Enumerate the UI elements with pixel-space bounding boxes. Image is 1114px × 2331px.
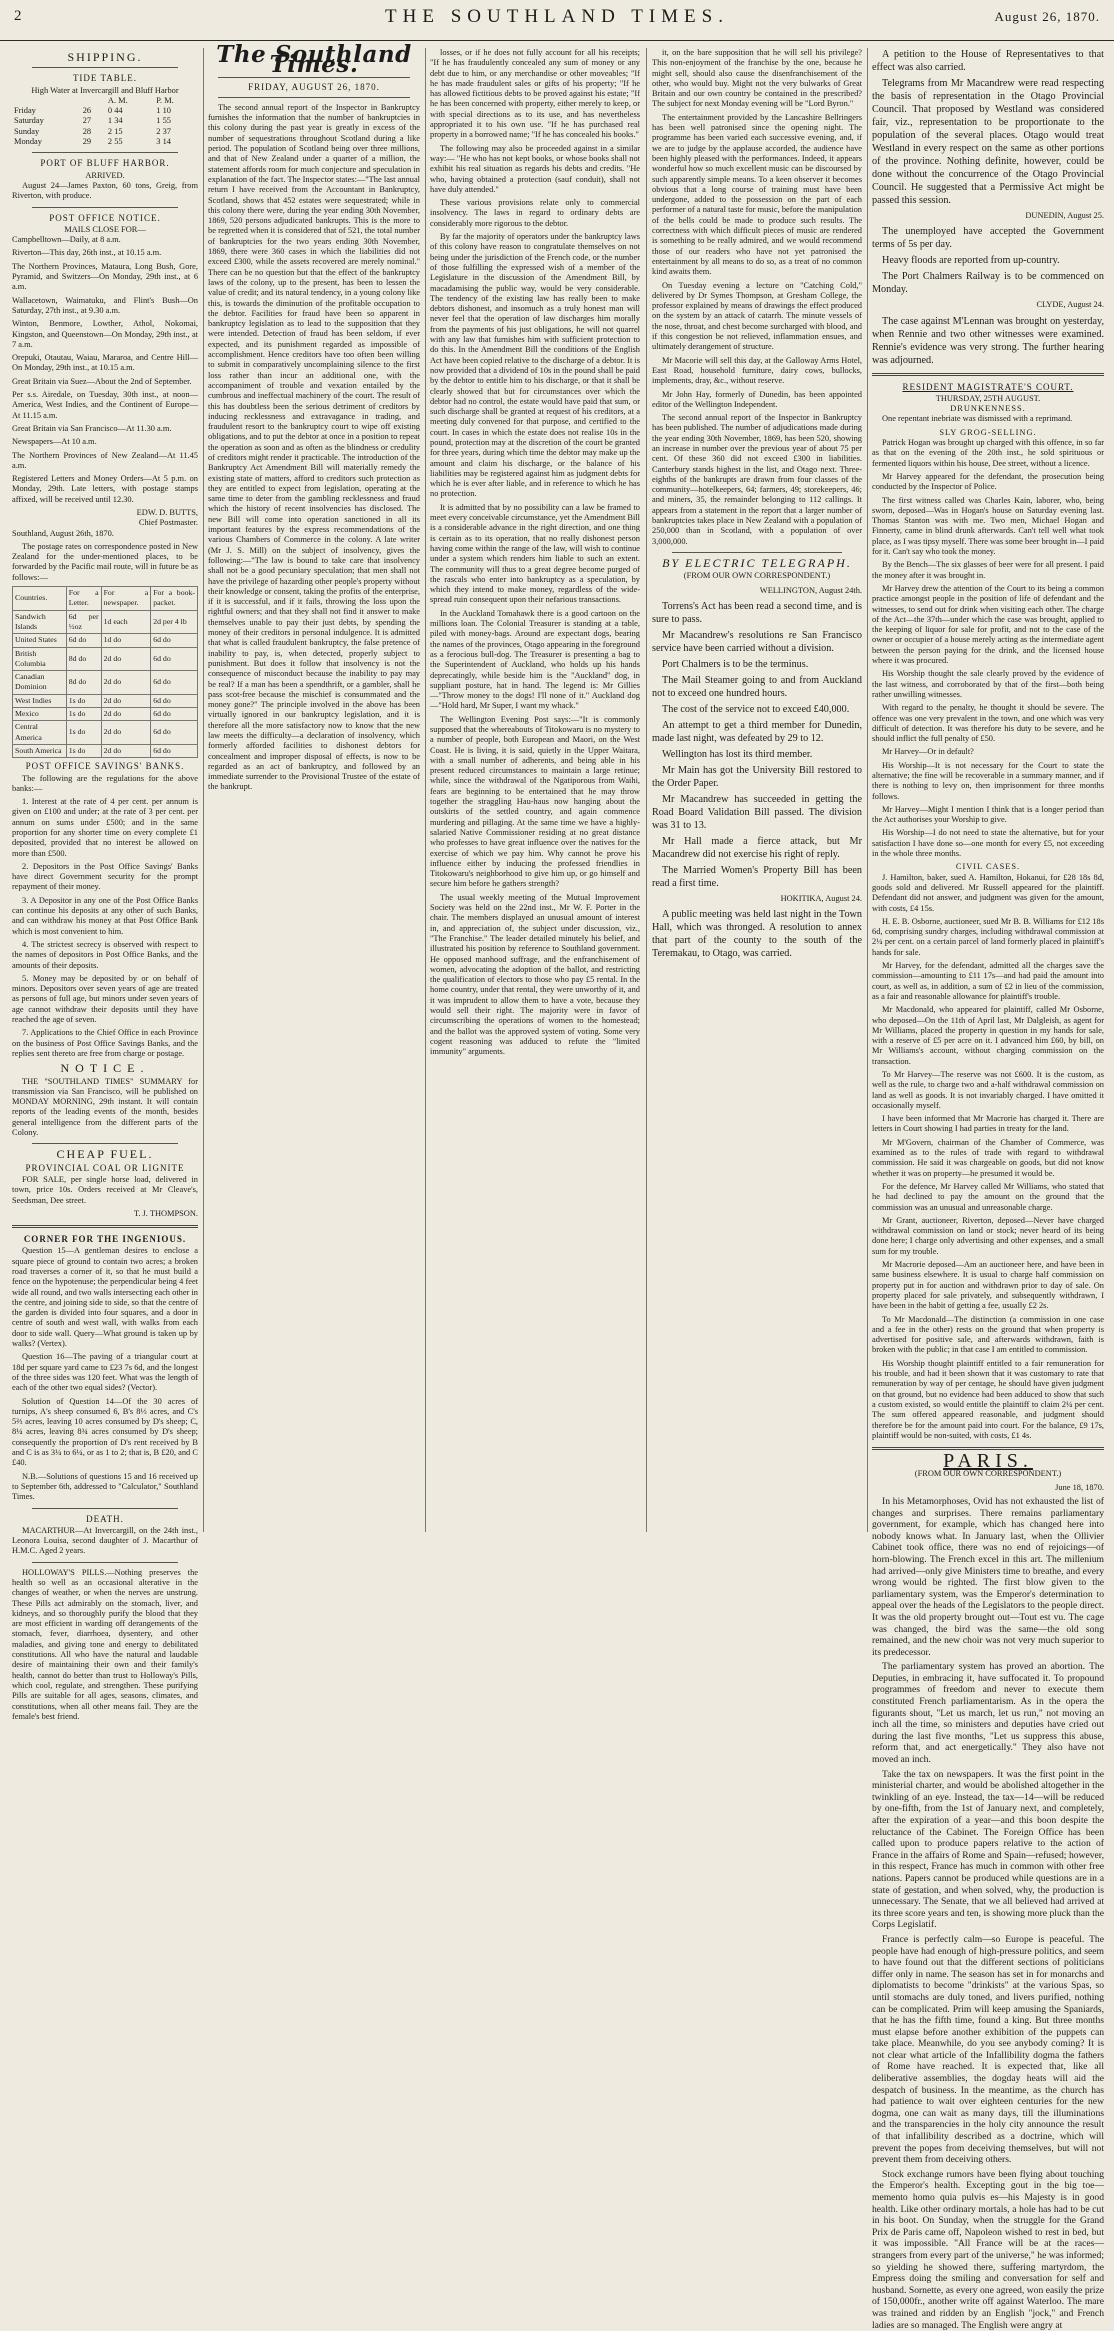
port-heading: PORT OF BLUFF HARBOR.: [40, 158, 170, 169]
paragraph: His Worship—It is not necessary for the Court to state the alternative; the fine will be recoverable in a summary manner, and if there is nothing to levy on, then imprisonment for three months follows.: [872, 760, 1104, 801]
paragraph: J. Hamilton, baker, sued A. Hamilton, Hokanui, for £28 18s 8d, goods sold and delivered. Mr Russell appeared for the plaintiff. Defendant did not answer, and judgment was given for the amount, with costs, £4 15s.: [872, 872, 1104, 913]
post-dated: Southland, August 26th, 1870.: [12, 528, 114, 538]
paragraph: I have been informed that Mr Macrorie has charged it. There are letters in Court showing I had parties in treaty for the land.: [872, 1114, 1104, 1134]
paragraph: The Mail Steamer going to and from Auckland not to exceed one hundred hours.: [652, 674, 862, 699]
paragraph: 5. Money may be deposited by or on behalf of minors. Depositors over seven years of age are treated as persons of full age, but minors under seven years of age cannot withdraw their deposits until they have reached the age of seven.: [12, 973, 198, 1025]
paragraph: Wallacetown, Waimatuku, and Flint's Bush—On Saturday, 27th inst., at 9.30 a.m.: [12, 295, 198, 315]
paragraph: The following may also be proceeded against in a similar way:— "He who has not kept books, or whose books shall not exhibit his real situation as regards his debts and credits. "He who, having obtained a protection (sauf conduit), shall not have duly attended.": [430, 143, 640, 194]
paragraph: His Worship thought plaintiff entitled to a fair remuneration for his trouble, and had it been shown that it was customary to rate that remuneration by way of per centage, he should have given judgment on that ground, but no evidence had been adduced to show that such a custom existed, so would entitle the plaintiff to claim 2¼ per cent. The sum offered appeared reasonable, and judgment should therefore be for the amount paid into court. For the balance, £9 17s, plaintiff would be non-suited, with costs, £1 4s.: [872, 1358, 1104, 1440]
tide-cell: 0 44: [107, 106, 123, 116]
paragraph: France is perfectly calm—so Europe is peaceful. The people have had enough of high-pressure politics, and seem to have found out that the different sections of politicians differ only in name. The season has set in for monarchs and diplomatists to become "drinkists" at the various Spas, so until stomachs are duly toned, and livers purified, nothing can be complicated. Prim will keep amusing the Spaniards, that he has the fifth time, found a king. But three months must elapse before another exhibition of the puppets can take place. Meanwhile, do you see anybody coming? It is not clear what article of the Infallibility dogma the fathers of Rome have reached. It is expected that, like all deliberative assemblies, the dogday heats will aid the despatch of business. In the meantime, as the church has had patience to wait over eighteen centuries for the new dogma, one can wait as many days, till the illuminations and the transparencies in the holy city announce the result of that infallibility described as a doctrine, which will prevent the popes from deceiving themselves, but will not prevent them from deceiving others.: [872, 1933, 1104, 2166]
rates-cell: British Columbia: [13, 647, 67, 671]
paragraph: Mr Macandrew has succeeded in getting the Road Board Validation Bill passed. The division was 31 to 13.: [652, 793, 862, 831]
paragraph: Campbelltown—Daily, at 8 a.m.: [12, 235, 121, 245]
paragraph: In the Auckland Tomahawk there is a good cartoon on the millions loan. The Colonial Treasurer is standing at a table, piled with money-bags. Around are expectant dogs, bearing the names of the provinces, Otago appearing in the foreground as a ferocious bull-dog. The Treasurer is presenting a bag to the Superintendent of Auckland, who holds up his hands deprecatingly, while beside him is the "Auckland" dog, in suppliant posture, hat in hand. The legend is: Mr Gillies —"Throw money to the dogs! I'll none of it." Auckland dog—"Hold hard, Mr Super, I want my whack.": [430, 608, 640, 711]
column-5-top: [872, 48, 1104, 207]
column-rule: [646, 48, 647, 1532]
rates-cell: 6d do: [66, 634, 101, 647]
tide-cell: 2 15: [107, 126, 123, 136]
tide-cell: 29: [82, 137, 92, 147]
tide-cell: Monday: [14, 137, 42, 147]
rates-row: [13, 671, 198, 695]
rates-cell: 6d do: [151, 671, 198, 695]
tide-cell: Sunday: [14, 126, 40, 136]
tide-row: [12, 106, 198, 116]
paragraph: By far the majority of operators under the bankruptcy laws of this colony have reason to congratulate themselves on not being under the jurisdiction of the French code, or the number of those fulfilling the expressed wish of a member of the Legislature in the discussion of the Amendment Bill, by macadamising the public way, would be very considerable. The tendency of the existing law has really been to make debtors dishonest, and insomuch as a truly honest man will never feel that the operation of law discharges him morally from the payments of his just obligations, he will not quarrel with any law that furnishes him with sufficient protection to do this. In the Amendment Bill the conditions of the English Act have been copied relative to the discharge of a debtor. It is now provided that a dividend of 10s in the pound shall be paid by the debtor to entitle him to his discharge, or that it shall be clearly showed that but for circumstances over which the debtor had no control, the estate would have paid that sum, or such discharge shall be granted at request of his creditors, at a meeting duly convened for that purpose, and certified to the court. In cases in which the estate does not realise 10s in the pound, protection may at the discretion of the court be granted for three years, during which time the debtor may make up the amount and claim his discharge, or the balance of his liabilities may be registered against him as judgment debts for which he is ever after liable, and in reference to which he has no protection.: [430, 232, 640, 499]
rates-row: [13, 634, 198, 647]
telegraph-heading: BY ELECTRIC TELEGRAPH.: [662, 555, 852, 570]
wellington-dateline: WELLINGTON, August 24th.: [759, 585, 862, 595]
rates-cell: 6d per ½oz: [66, 610, 101, 634]
paragraph: 4. The strictest secrecy is observed with respect to the names of depositors in Post Office Banks, and the amounts of their deposits.: [12, 939, 198, 970]
column-2: [208, 41, 420, 1532]
page-number: 2: [14, 8, 22, 24]
column-3: [430, 48, 640, 1532]
paragraph: His Worship thought the sale clearly proved by the evidence of the last witness, and corroborated by that of the first—both being rather unwilling witnesses.: [872, 669, 1104, 699]
rates-row: [13, 708, 198, 721]
paragraph: Riverton—This day, 26th inst., at 10.15 a.m.: [12, 248, 162, 258]
newspaper-running-title: THE SOUTHLAND TIMES.: [385, 6, 729, 27]
holloway-advert: HOLLOWAY'S PILLS.—Nothing preserves the health so well as an occasional alterative in the changes of weather, or when the nerves are unstrung. These Pills act admirably on the stomach, liver, and kidneys, and so thoroughly purify the blood that they are most efficient in warding off derangements of the stomach, fever, diarrhoea, dysentery, and other maladies, and giving tone and energy to debilitated constitutions. All who have the natural and laudable desire of maintaining their own and their family's health, cannot do better than trust to Holloway's Pills, which cool, regulate, and strengthen. These purifying Pills are suitable for all ages, seasons, climates, and constitutions, when all other means fail. They are the female's best friend.: [12, 1567, 198, 1721]
tide-cell: Saturday: [14, 116, 44, 126]
rates-cell: 1s do: [66, 721, 101, 745]
paragraph: losses, or if he does not fully account for all his receipts; "If he has fraudulently concealed any sum of money or any debt due to him, or any merchandise or other moveables; "If he has made fraudulent sales or gifts of his property; "If he has allowed fictitious debts to be proved against his estate; "If he has been concerned with property, either merely to keep, or with special directions as to its use, and has nevertheless appropriated it to his own use. "If he has purchased real property in a borrowed name; "If he has concealed his books.": [430, 48, 640, 140]
rm-sly-grog-label: SLY GROG-SELLING.: [939, 427, 1037, 437]
column-rule: [867, 48, 868, 1532]
tide-cell: 27: [82, 116, 92, 126]
paragraph: 3. A Depositor in any one of the Post Office Banks can continue his deposits at any other of such Banks, and can withdraw his money at that Post Office Bank which is most convenient to him.: [12, 895, 198, 936]
civil-cases-label: CIVIL CASES.: [955, 862, 1021, 872]
notice-text: THE "SOUTHLAND TIMES" SUMMARY for transmission via San Francisco, will be published on MONDAY MORNING, 29th instant. It will contain reports of the leading events of the month, besides general intelligence from the different parts of the Colony.: [12, 1076, 198, 1138]
paragraph: The unemployed have accepted the Government terms of 5s per day.: [872, 226, 1104, 251]
paragraph: The first witness called was Charles Kain, laborer, who, being sworn, deposed—Was in Hogan's house on Saturday evening last. Thomas Stanton was with me. Two men, Michael Hogan and Finnerty, came in blind drunk afterwards. Can't tell well what took place, as I was tipsy myself. There was some beer brought in—I paid for it. Can't say who took the money.: [872, 495, 1104, 557]
tide-cell: 3 14: [156, 137, 171, 147]
rates-cell: 2d do: [101, 708, 151, 721]
paragraph: 1. Interest at the rate of 4 per cent. per annum is given on £100 and under; at the rate of 3 per cent. per annum on sums under £500; and in the same proportion for any shorter time on every complete £1 deposited, provided that no interest be allowed on more than £500.: [12, 797, 198, 858]
paragraph: Mr Grant, auctioneer, Riverton, deposed—Never have charged withdrawal commission on land or stock; never heard of its being done here; I charge only advertising and other expenses, and a small sum for my trouble.: [872, 1215, 1104, 1256]
paragraph: Port Chalmers is to be the terminus.: [662, 658, 809, 670]
paragraph: Mr Macandrew's resolutions re San Francisco service have been carried without a division.: [652, 629, 862, 654]
paragraph: Mr Macdonald, who appeared for plaintiff, called Mr Osborne, who deposed—On the 11th of April last, Mr Dalgleish, as agent for Mr Williams, placed the property in question in my hands for sale, with a reserve of £5 per acre on it. I advanced him £60, by bill, on Mr Williams's account, without charging commission on the transaction.: [872, 1005, 1104, 1066]
rates-cell: 6d do: [151, 634, 198, 647]
column-rule: [425, 48, 426, 1532]
paragraph: These various provisions relate only to commercial insolvency. The laws in regard to ordinary debts are considerably more rigorous to the debtor.: [430, 198, 640, 228]
rates-cell: United States: [13, 634, 67, 647]
rates-cell: 1s do: [66, 694, 101, 707]
paragraph: 7. Applications to the Chief Office in each Province on the business of Post Office Savings Banks, and the replies sent thereto are free from charge or postage.: [12, 1028, 198, 1058]
column-5: [872, 48, 1104, 2331]
paris-body: [872, 1496, 1104, 2331]
editorial-dateline: FRIDAY, AUGUST 26, 1870.: [248, 81, 380, 92]
paragraph: Orepuki, Otautau, Waiau, Mararoa, and Centre Hill—On Monday, 29th inst., at 10.15 a.m.: [12, 353, 198, 373]
paragraph: H. E. B. Osborne, auctioneer, sued Mr B. B. Williams for £12 18s 6d, comprising sundry charges, including withdrawal commission at 2¼ per cent. on a certain parcel of land formerly placed in plaintiff's hands for sale.: [872, 916, 1104, 957]
corner-heading: CORNER FOR THE INGENIOUS.: [23, 1234, 187, 1245]
paris-subheading: (FROM OUR OWN CORRESPONDENT.): [914, 1469, 1062, 1479]
arrival-entry: August 24—James Paxton, 60 tons, Greig, from Riverton, with produce.: [12, 180, 198, 201]
paragraph: Patrick Hogan was brought up charged with this offence, in so far as that on the evening of the 20th inst., he sold spirituous or fermented liquors within his house, Dee street, without a licence.: [872, 438, 1104, 468]
postage-rates-table: [12, 586, 198, 758]
paragraph: Great Britain via Suez—About the 2nd of September.: [12, 376, 192, 386]
paragraph: On Tuesday evening a lecture on "Catching Cold," delivered by Dr Symes Thompson, at Gresham College, the professor explained by means of drawings the effect produced on the system by an attack of catarrh. The minute vessels of the nose, throat, and chest become surcharged with blood, and if this congestion be not relieved, inflammation ensues, and ultimately derangement of structure.: [652, 280, 862, 352]
rates-cell: 6d do: [151, 721, 198, 745]
paragraph: Mr Harvey drew the attention of the Court to its being a common practice amongst people in the position of life of defendant and the witnesses, to send out for drink when visiting each other. The charge of the Act—the 37th—under which the case was brought, applied to the keeping of liquor for sale for profit, and not to the case of the owner or occupier of a house merely acting as the intermediate agent between the person paying for the drink, and the licensed house where it was procured.: [872, 583, 1104, 666]
paragraph: Question 16—The paving of a triangular court at 18d per square yard came to £23 7s 6d, and the longest of the three sides was 120 feet. What was the length of each of the other two equal sides? (Vector).: [12, 1352, 198, 1393]
paragraph: Take the tax on newspapers. It was the first point in the ministerial charter, and would be abolished altogether in the twinkling of an eye. Instead, the tax—14—will be reduced by one-fifth, from the 1st of January next, and completely, after the expiration of a year—and this boon despite the reluctance of the Cabinet. The Foreign Office has been called upon to produce papers relative to the action of France in the affairs of Rome and Spain—refused; however, in this respect, France has much in common with other free nations. Papers cannot be produced while questions are in a state of gestation, and when solved, why, the production is unnecessary. The Senate, that we all believed had arrived at its three score years and ten, is showing more pluck than the Corps Legislatif.: [872, 1768, 1104, 1931]
rates-cell: 2d do: [101, 694, 151, 707]
paragraph: Mr Harvey, for the defendant, admitted all the charges save the commission—amounting to £11 17s—and had paid the amount into court, as well as, in addition, a sum of £2 in lieu of the commission, as a fair and reasonable allowance for plaintiff's trouble.: [872, 961, 1104, 1001]
paragraph: Mr Macrorie deposed—Am an auctioneer here, and have been in same business elsewhere. It is usual to charge half commission on property put in for auction and withdrawn prior to day of sale. On property placed for sale privately, and subsequently withdrawn, I have been in the habit of getting a fee, usually £2 2s.: [872, 1260, 1104, 1311]
rates-row: [13, 744, 198, 757]
rates-cell: 8d do: [66, 671, 101, 695]
paragraph: His Worship—I do not need to state the alternative, but for your satisfaction I have done so—one month for every £5, not exceeding in the whole three months.: [872, 828, 1104, 859]
paris-heading: PARIS.: [943, 1450, 1033, 1473]
paragraph: For the defence, Mr Harvey called Mr Williams, who stated that he had declined to pay the amount on the ground that the commission was an unusual and unreasonable charge.: [872, 1181, 1104, 1212]
paragraph: The Married Women's Property Bill has been read a first time.: [652, 864, 862, 889]
hokitika-text: A public meeting was held last night in the Town Hall, which was thronged. A resolution to annex that part of the county to the south of the Teremakau, to Otago, was carried.: [652, 909, 862, 960]
paragraph: The second annual report of the Inspector in Bankruptcy has been published. The number of adjudications made during the year ending 30th November, 1869, has been 520, showing an increase in number over the previous year of about 75 per cent. Of these 360 did not exceed £300 in liabilities. Canterbury stands highest in the list, and Otago next. Three-eighths of the bankrupts are drawn from four classes of the community—hotelkeepers, 64; farmers, 49; storekeepers, 46; and miners, 35, the remainder belonging to 112 callings. It appears from a statement in the report that a larger number of bankruptcies takes place in New Zealand with a population of 250,000 than in Scotland, with a population of over 3,000,000.: [652, 413, 862, 546]
rates-column-header: For a book-packet.: [151, 587, 198, 611]
arrived-label: ARRIVED.: [85, 170, 125, 180]
paragraph: Question 15—A gentleman desires to enclose a square piece of ground to contain two acres; a broken road traverses a corner of it, so that he must build a fence on the hypotenuse; the perpendicular being 4 feet wide all round, and two walls intersecting each other in the centre, and joining side to side, so that the centre of the garden is divided into four squares, and a door in centre of south and west wall, with walks from each door to side wall. Query—What ground is taken up by walks? (Vertex).: [12, 1246, 198, 1349]
rates-column-header: For a newspaper.: [101, 587, 151, 611]
postmaster-title: Chief Postmaster.: [138, 518, 198, 528]
savings-intro: The following are the regulations for the above banks:—: [12, 773, 198, 793]
paragraph: 2. Depositors in the Post Office Savings' Banks have direct Government security for the prompt repayment of their money.: [12, 861, 198, 892]
tide-cell: 26: [82, 106, 92, 116]
rates-row: [13, 694, 198, 707]
paragraph: Mr Main has got the University Bill restored to the Order Paper.: [652, 764, 862, 789]
rates-column-header: For a Letter.: [66, 587, 101, 611]
tide-column-header: P. M.: [156, 95, 174, 105]
corner-items: [12, 1246, 198, 1502]
paragraph: Mr John Hay, formerly of Dunedin, has been appointed editor of the Wellington Independent.: [652, 389, 862, 409]
post-office-heading: POST OFFICE NOTICE.: [49, 212, 161, 223]
death-notice: MACARTHUR—At Invercargill, on the 24th inst., Leonora Louisa, second daughter of J. Macarthur of H.M.C. Aged 2 years.: [12, 1525, 198, 1556]
paragraph: Mr M'Govern, chairman of the Chamber of Commerce, was examined as to the rules of trade with regard to withdrawal commission. He said it was chargeable on goods, but did not know whether it was on property—he presumed it would be.: [872, 1137, 1104, 1178]
rates-intro: The postage rates on correspondence posted in New Zealand for the under-mentioned places, to be forwarded by the Pacific mail route, will in future be as follows:—: [12, 541, 198, 582]
paragraph: It is admitted that by no possibility can a law be framed to meet every conceivable circumstance, yet the Amendment Bill is a considerable advance in the right direction, and one thing is certain as to its operation, that no really dishonest person having come within the range of the law, will wish to continue under a system which renders him liable to such an extent. The community will thus to a great degree become purged of the rascals who enter into bankruptcy as a speculation, by which they intend to make money, regardless of the wide-spread ruin consequent upon their nefarious transactions.: [430, 502, 640, 605]
tide-row: [12, 116, 198, 126]
paragraph: The Northern Provinces, Mataura, Long Bush, Gore, Pyramid, and Switzers—On Monday, 29th inst., at 6 a.m.: [12, 261, 198, 292]
fuel-signature: T. J. THOMPSON.: [133, 1208, 198, 1218]
tide-column-header: A. M.: [107, 95, 128, 105]
paragraph: The Port Chalmers Railway is to be commenced on Monday.: [872, 271, 1104, 296]
editorial-body: [208, 103, 420, 793]
tide-column-header: [81, 96, 106, 106]
death-heading: DEATH.: [86, 1513, 124, 1524]
rates-cell: 2d do: [101, 647, 151, 671]
rates-cell: 6d do: [151, 694, 198, 707]
tide-table: [12, 96, 198, 147]
rm-drunkenness-text: One repentant inebriate was dismissed with a reprimand.: [882, 414, 1073, 424]
rm-drunkenness-label: DRUNKENNESS.: [950, 404, 1026, 414]
rates-cell: 2d per 4 lb: [151, 610, 198, 634]
tide-column-header: [12, 96, 81, 106]
paragraph: In his Metamorphoses, Ovid has not exhausted the list of changes and surprises. There remains parliamentary government, for example, which has changed here into nobody knows what. In January last, when the Ollivier Cabinet took office, there was no end of rejoicings—of horn-blowing. The French excel in this art. The millenium had arrived—only give Ministers time to breathe, and every wrong would be righted. The first blow given to the parliamentary system, was the Emperor's determination to appeal over the heads of the Legislators to the people direct. It was the old property brought out—Tout est vu. The cage was changed, the bird was the same—the old song remained, and the new choir was not very much superior to its predecessor.: [872, 1495, 1104, 1658]
tide-cell: 28: [82, 126, 92, 136]
paragraph: Solution of Question 14—Of the 30 acres of turnips, A's sheep consumed 6, B's 8⅓ acres, and C's 5⅔ acres, leaving 10 acres consumed by D's sheep; C, 8¼ acres, leaving 8¾ acres consumed by D's sheep; consequently the proportion of D's rent received by B and C is as 3¼ to 6¼, or as 1 to 2; that is, B £20, and C £40.: [12, 1396, 198, 1468]
paragraph: Wellington has lost its third member.: [662, 748, 813, 760]
paragraph: The Northern Provinces of New Zealand—At 11.45 a.m.: [12, 450, 198, 470]
savings-rules: [12, 797, 198, 1059]
mails-close-label: MAILS CLOSE FOR—: [64, 224, 146, 234]
paragraph: The Wellington Evening Post says:—"It is commonly supposed that the whereabouts of Titokowaru is no mystery to a number of people, both European and Maori, on the West Coast. He is living, it is said, quietly in the Upper Waitara, with a small number of adherents, and being able in his present reduced circumstances to maintain a large retinue; while, since the withdrawal of the Ngatiporous from Waihi, fears are beginning to be entertained that he may throw together the straggling Hau-haus now hanging about the outskirts of the settled country, and again commence murdering and pillaging. At the same time we have a highly-salaried Native Commissioner residing at no great distance who professes to have great influence over the natives for the exercise of which we pay him. Why cannot he prove his influence either by inducing the professed friendlies in Titokowaru's neighborhood to give him up, or go himself and secure him before he gathers strength?: [430, 714, 640, 889]
paragraph: By the Bench—The six glasses of beer were for all present. I paid the money after it was brought in.: [872, 560, 1104, 580]
tide-note: High Water at Invercargill and Bluff Harbor: [31, 85, 179, 95]
paragraph: An attempt to get a third member for Dunedin, made last night, was defeated by 29 to 12.: [652, 719, 862, 744]
rates-cell: 2d do: [101, 721, 151, 745]
issue-date: August 26, 1870.: [994, 9, 1100, 24]
paragraph: Winton, Benmore, Lowther, Athol, Nokomai, Kingston, and Queenstown—On Monday, 29th inst., at 7 a.m.: [12, 319, 198, 349]
masthead: [0, 0, 1114, 41]
paragraph: Mr Harvey appeared for the defendant, the prosecution being conducted by the Inspector of Police.: [872, 471, 1104, 492]
tide-cell: 2 55: [107, 137, 123, 147]
rm-court-date: THURSDAY, 25TH AUGUST.: [935, 393, 1041, 403]
rm-court-heading: RESIDENT MAGISTRATE'S COURT.: [902, 381, 1074, 392]
rates-cell: 1s do: [66, 744, 101, 757]
rates-row: [13, 647, 198, 671]
rates-cell: 1d each: [101, 610, 151, 634]
paragraph: A petition to the House of Representatives to that effect was also carried.: [872, 49, 1104, 73]
rates-cell: 2d do: [101, 671, 151, 695]
shipping-heading: SHIPPING.: [67, 50, 143, 64]
tide-row: [12, 137, 198, 147]
paragraph: The second annual report of the Inspector in Bankruptcy furnishes the information that the number of bankruptcies in this colony during the past year is greatly in excess of the number of sequestrations throughout Scotland during a like period. The population of Scotland being over three millions, and that of New Zealand under a quarter of a million, the statement affords room for much conjecture and speculation in explanation of the fact. The Inspector states:—"The last annual return I have received from the Accountant in Bankruptcy, Scotland, shows that 452 estates were sequestrated; while in this colony there were, during the year ending 30th November, 1869, 520 persons adjudicated bankrupts. This is the more to be regretted when it is considered that of 521, the total number of bankruptcies for the two years ending 30th November, 1869, there were 360 cases in which the liabilities did not exceed £300, while the assets recovered are merely nominal." There can be no question but that the effect of the bankruptcy laws of the colony, up to the present, has been to lessen the value of credit; and its natural tendency, in a young colony like this, is towards the diminution of the profitable occupation to the debtor. Facilities for fraud have been so apparent in bankruptcy legislation as to lead to the supposition that they were intended. Detection of fraud has been seldom, if ever expected, and its punishment regarded as impossible of accomplishment. Hence creditors have too often been willing to submit in comparatively uncomplaining silence to the first loss rather than incur an additional one, with the accompaniment of trouble and vexation entailed by the cumbrous and ineffectual machinery of the court. The result of this has doubtless been the serious detriment of creditors by inducing recklessness and extravagance in trading, and fraudulent resort to the bankruptcy court to wipe off existing obligations, and to put the debtor at once in a position to repeat the operation as soon and as often as the blindness or credulity of creditors might render it practicable. The introduction of the Bankruptcy Act Amendment Bill will materially remedy the existing state of matters, afford to creditors such protection as they are entitled to expect from legislation, operating at the same time to deter from the gambling recklessness and fraud which the history of recent insolvencies has disclosed. The new Bill will come into operation sanctioned in all its important features by the express recommendations of the various Chambers of Commerce in the colony. A late writer (Mr J. S. Mill) on the subject of insolvency, gives the following:—"The law is bound to take care that insolvency shall not be a good pecuniary speculation; that men shall not have the privilege of hazarding other people's property without their knowledge or consent, taking the profits of the enterprise, if it is successful, and if it fails, throwing the loss upon the rightful owners; and that they shall not find it answer to make themselves unable to pay their just debts, by spending the money of their creditors in personal indulgence. It is admitted that what is called fraudulent bankruptcy, the false pretence of inability to pay, is, when detected, properly subject to punishment. But does it follow that insolvency is not the consequence of misconduct because the inability to pay may be real? If a man has been a spendthrift, or a gambler, shall he pass scot-free because the mischief is consummated and the money gone?" The principle involved in the above has been virtually ignored in our bankruptcy legislation, and it is therefore all the more satisfactory now to know that the new law meets the difficulty—a declaration of insolvency, which formerly afforded facilities to dishonest debtors for concealment and improper disposal of effects, is now to be regarded as an act of bankruptcy, and followed by an immediate surrender to the Provisional Trustee of the estate of the bankrupt.: [208, 102, 420, 792]
column-4-body: [652, 48, 862, 547]
tide-cell: 1 55: [156, 116, 171, 126]
paris-date: June 18, 1870.: [1055, 1482, 1104, 1492]
rates-cell: 1d do: [101, 634, 151, 647]
tide-cell: Friday: [14, 106, 36, 116]
savings-heading: POST OFFICE SAVINGS' BANKS.: [25, 761, 185, 772]
column-rule: [203, 48, 204, 1532]
rates-row: [13, 721, 198, 745]
paragraph: Mr Hall made a fierce attack, but Mr Macandrew did not exercise his right of reply.: [652, 835, 862, 860]
column-1: [12, 48, 198, 1721]
dunedin-dateline: DUNEDIN, August 25.: [1025, 211, 1104, 220]
rates-column-header: Countries.: [13, 587, 67, 611]
rates-row: [13, 610, 198, 634]
paper-nameplate: The Southland Times.: [216, 41, 412, 79]
paragraph: Torrens's Act has been read a second time, and is sure to pass.: [652, 600, 862, 625]
paragraph: To Mr Macdonald—The distinction (a commission in one case and a fee in the other) rests on the ground that when property is advertised for positive sale, and afterwards withdrawn, faith is broken with the public; in that case I am entitled to commission.: [872, 1314, 1104, 1355]
paragraph: To Mr Harvey—The reserve was not £600. It is the custom, as well as the rule, to charge two and a-half withdrawal commission on land as well as goods. It is not invariably charged. I have omitted it occasionally myself.: [872, 1070, 1104, 1110]
paragraph: Per s.s. Airedale, on Tuesday, 30th inst., at noon—America, West Indies, and the Continent of Europe—At 11.15 a.m.: [12, 390, 198, 420]
rates-cell: 1s do: [66, 708, 101, 721]
civil-cases-body: [872, 873, 1104, 1441]
paragraph: The parliamentary system has proved an abortion. The Deputies, in embracing it, have suffocated it. To propound programmes of freedom and never to execute them constituted French parliamentarism. As in the opera the figurants shout, "Let us march, let us run," not moving an inch all the time, so ministers and deputies have cried out during the last five months, "Let us suppress this abuse, reform that, and act energetically." They also have not moved an inch.: [872, 1661, 1104, 1766]
postmaster-name: EDW. D. BUTTS,: [136, 507, 198, 517]
rates-cell: Mexico: [13, 708, 67, 721]
paragraph: Stock exchange rumors have been flying about touching the Emperor's health. Excepting gout in the big toe—memento homo quia pulvis es—his Majesty is in good health. Like other ordinary mortals, a hole has had to be cut in his boot. On Sunday, when the struggle for the Grand Prix de Paris came off, Napoleon wished to rest in bed, but it was impossible. "All France will be at the races—strangers from every part of the universe," he was informed; so yielding he showed there, suffering martyrdom, the Empress doing the smiling and conversation for self and husband. Sornette, as every one agreed, won easily the prize of 150,000fr., another write off against Waterloo. The mare was trained and ridden by an English "jock," and French ladies are so managed. The English were angry at: [872, 2168, 1104, 2331]
fuel-heading: CHEAP FUEL.: [56, 1147, 154, 1162]
telegraph-subheading: (FROM OUR OWN CORRESPONDENT.): [683, 571, 831, 581]
paragraph: Newspapers—At 10 a.m.: [12, 437, 97, 447]
fuel-subheading: PROVINCIAL COAL OR LIGNITE: [25, 1162, 185, 1173]
paragraph: Great Britain via San Francisco—At 11.30 a.m.: [12, 423, 172, 433]
paragraph: Heavy floods are reported from up-country.: [882, 255, 1060, 267]
rates-cell: 6d do: [151, 647, 198, 671]
hokitika-dateline: HOKITIKA, August 24.: [780, 893, 862, 903]
rates-cell: Sandwich Islands: [13, 610, 67, 634]
tide-cell: 2 37: [156, 126, 171, 136]
paragraph: Mr Macorie will sell this day, at the Galloway Arms Hotel, East Road, household furniture, dairy cows, bullocks, implements, dray, &c., without reserve.: [652, 355, 862, 386]
paragraph: The cost of the service not to exceed £40,000.: [662, 703, 850, 715]
dunedin-items: [872, 225, 1104, 296]
rates-cell: West Indies: [13, 694, 67, 707]
paragraph: Registered Letters and Money Orders—At 5 p.m. on Monday, 29th. Late letters, with postage stamps affixed, will be received until 12.30.: [12, 474, 198, 504]
paragraph: N.B.—Solutions of questions 15 and 16 received up to September 6th, addressed to "Calculator," Southland Times.: [12, 1471, 198, 1502]
rates-cell: Central America: [13, 721, 67, 745]
rates-cell: South America: [13, 744, 67, 757]
tide-table-heading: TIDE TABLE.: [72, 73, 138, 84]
notice-heading: NOTICE.: [60, 1061, 150, 1076]
mails-list: [12, 235, 198, 505]
rates-cell: 6d do: [151, 708, 198, 721]
tide-cell: 1 34: [107, 116, 123, 126]
rates-cell: 6d do: [151, 744, 198, 757]
paragraph: Mr Harvey—Might I mention I think that is a longer period than the Act authorises your Worship to give.: [872, 804, 1104, 825]
clyde-dateline: CLYDE, August 24.: [1036, 300, 1104, 310]
clyde-text: The case against M'Lennan was brought on yesterday, when Rennie and two other witnesses were examined. Rennie's evidence was very strong. The further hearing was adjourned.: [872, 315, 1104, 366]
paragraph: it, on the bare supposition that he will sell his privilege? This non-enjoyment of the franchise by the one, because he might sell, should also cause the disenfranchisement of the other, who would buy. Might not the very bulwarks of Great Britain and our own country be contained in the prescribed? The subject for next Monday evening will be "Lord Byron.": [652, 48, 862, 109]
fuel-text: FOR SALE, per single horse load, delivered in town, price 10s. Orders received at Mr Cleave's, Seedsman, Dee street.: [12, 1174, 198, 1205]
column-3-body: [430, 48, 640, 1058]
telegraph-items: [652, 600, 862, 890]
tide-cell: 1 10: [156, 106, 171, 116]
paragraph: Telegrams from Mr Macandrew were read respecting the basis of representation in the Otago Provincial Council. That proposed by Westland was considered fair, viz., representation to be proportionate to the population of the several places. Otago would treat Westland in every respect on the same as other portions of the province. Nothing definite, however, could be done without the concurrence of the Otago Provincial Council. He suggested that a Permissive Act might be passed this session.: [872, 78, 1104, 206]
paragraph: With regard to the penalty, he thought it should be severe. The offence was one very prevalent in the town, and one which was very difficult of detection. It was therefore his duty to be severe, and he should inflict the full penalty of £50.: [872, 703, 1104, 744]
paragraph: The entertainment provided by the Lancashire Bellringers has been well patronised since the opening night. The programme has been varied each successive evening, and, if we are to judge by the applause accorded, the audience have been highly pleased with the performances. Indeed, it appears wonderful how so much excellent music can be discoursed by such apparently simple means. To a keen observer it becomes obvious that a long course of training must have been undergone, added to the possession on the part of each performer of a natural taste for music, before the manipulation of the bells could be made to produce such results. The correctness with which difficult pieces of music are rendered is something to be really admired, and we would recommend those of our readers who have not yet patronised the entertainment by all means to do so, as a treat of no common kind awaits them.: [652, 112, 862, 277]
tide-row: [12, 127, 198, 137]
paragraph: The usual weekly meeting of the Mutual Improvement Society was held on the 22nd inst., Mr W. F. Porter in the chair. The members displayed an unusual amount of interest in, and appreciation of, the subject under discussion, viz., "The Franchise." The leader detailed minutely his belief, and illustrated his position by reference to Southland government. He opposed manhood suffrage, and the enfranchisement of women, advocating the adoption of the ballot, and restricting the qualification of electors to those who pay £5 rental. In the home country, under that rental, they were unworthy of it, and it was imprudent to allow them to have a vote, because they would sell their right. The majority were in favor of circumscribing the operations of women to the homestead; and the ballot was the approved system of voting. Some very cogent reasoning was adduced to refute the "limited immunity" arguments.: [430, 892, 640, 1057]
rates-cell: Canadian Dominion: [13, 671, 67, 695]
rm-court-body: [872, 438, 1104, 859]
rates-cell: 8d do: [66, 647, 101, 671]
rates-cell: 2d do: [101, 744, 151, 757]
paragraph: Mr Harvey—Or in default?: [882, 747, 974, 757]
column-4: [652, 48, 862, 1532]
